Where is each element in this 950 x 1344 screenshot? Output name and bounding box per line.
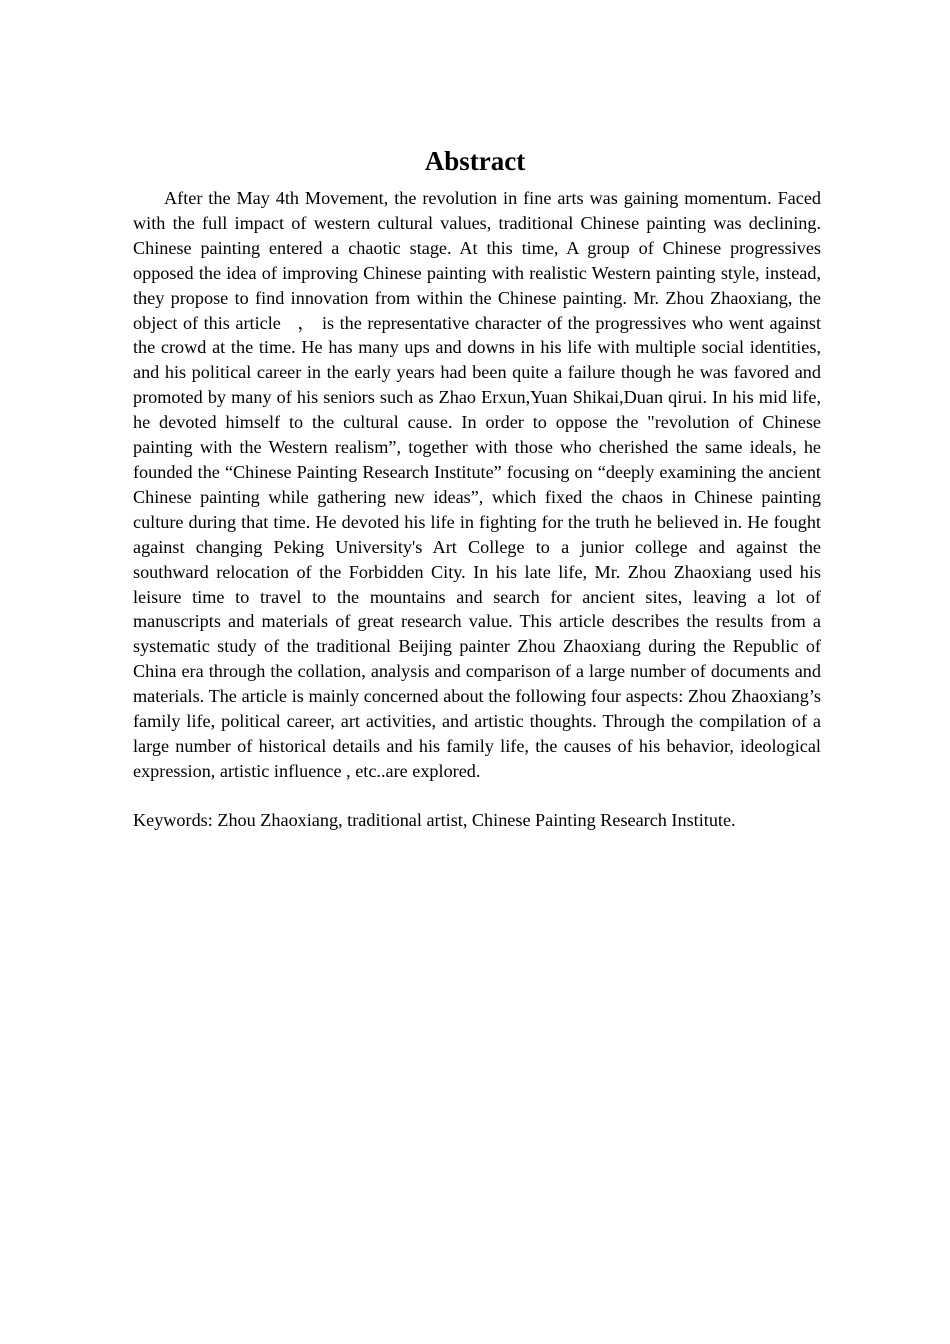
- abstract-title: Abstract: [424, 146, 526, 176]
- keywords-line: Keywords: Zhou Zhaoxiang, traditional artist, Chinese Painting Research Institute.: [133, 810, 736, 830]
- abstract-body: After the May 4th Movement, the revolution in fine arts was gaining momentum. Faced with the full impact of western cultural values, traditional Chinese painting was declining. Chinese painting entered a chaotic stage. At this time, A group of Chinese progressives opposed the idea of improving Chinese painting with realistic Western painting style, instead, they propose to find innovation from within the Chinese painting. Mr. Zhou Zhaoxiang, the object of this article ， is the representative character of the progressives who went against the crowd at the time. He has many ups and downs in his life with multiple social identities, and his political career in the early years had been quite a failure though he was favored and promoted by many of his seniors such as Zhao Erxun,Yuan Shikai,Duan qirui. In his mid life, he devoted himself to the cultural cause. In order to oppose the "revolution of Chinese painting with the Western realism”, together with those who cherished the same ideals, he founded the “Chinese Painting Research Institute” focusing on “deeply examining the ancient Chinese painting while gathering new ideas”, which fixed the chaos in Chinese painting culture during that time. He devoted his life in fighting for the truth he believed in. He fought against changing Peking University's Art College to a junior college and against the southward relocation of the Forbidden City. In his late life, Mr. Zhou Zhaoxiang used his leisure time to travel to the mountains and search for ancient sites, leaving a lot of manuscripts and materials of great research value. This article describes the results from a systematic study of the traditional Beijing painter Zhou Zhaoxiang during the Republic of China era through the collation, analysis and comparison of a large number of documents and materials. The article is mainly concerned about the following four aspects: Zhou Zhaoxiang’s family life, political career, art activities, and artistic thoughts. Through the compilation of a large number of historical details and his family life, the causes of his behavior, ideological expression, artistic influence , etc..are explored.: [133, 188, 821, 781]
